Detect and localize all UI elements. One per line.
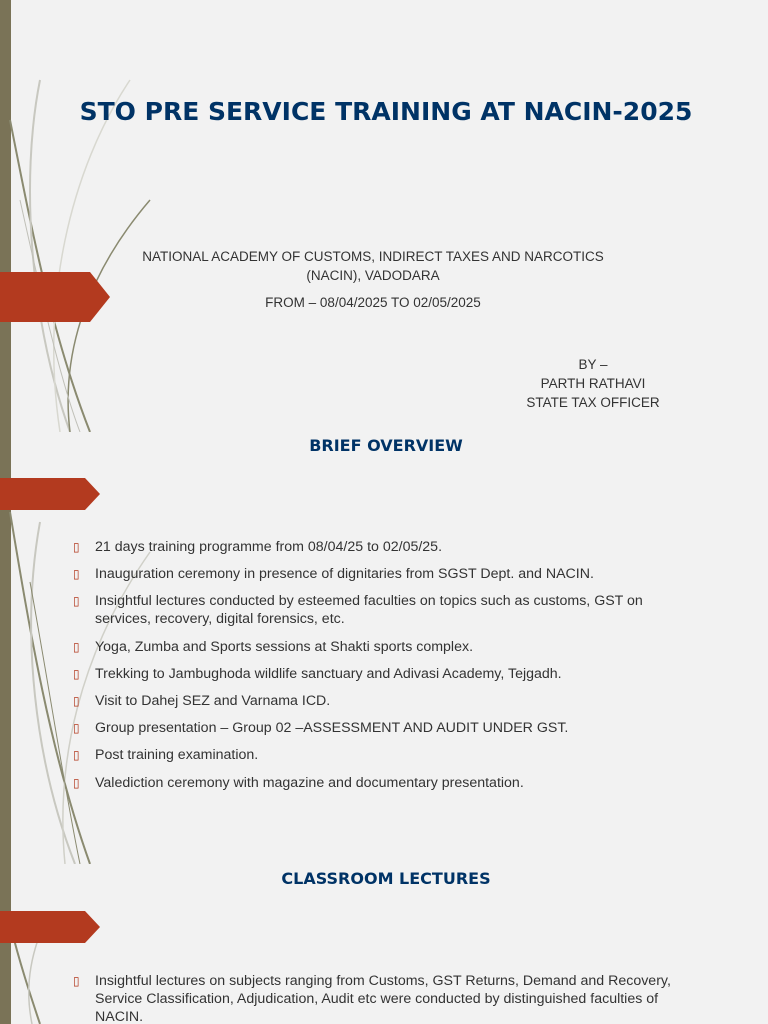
bullet-icon: ▯ [73,721,80,736]
list-item [73,565,685,583]
list-item [73,746,685,764]
bullet-icon: ▯ [73,693,80,708]
list-item-text: Yoga, Zumba and Sports sessions at Shakti sports complex. [95,638,474,655]
bullet-icon: ▯ [73,748,80,763]
section-title: CLASSROOM LECTURES [281,869,491,888]
page-title: STO PRE SERVICE TRAINING AT NACIN-2025 [79,97,693,126]
list-item-text: Valediction ceremony with magazine and documentary presentation. [95,774,524,791]
list-item [73,538,685,556]
bullet-icon: ▯ [73,567,80,582]
list-item-text: Trekking to Jambughoda wildlife sanctuary and Adivasi Academy, Tejgadh. [95,665,562,682]
list-item [73,592,685,628]
list-item [73,972,685,1024]
bullet-icon: ▯ [73,666,80,681]
author-title: STATE TAX OFFICER [526,395,660,410]
list-item [73,665,685,683]
list-item-text: Insightful lectures on subjects ranging from Customs, GST Returns, Demand and Recovery, Service Classification, Adjudication, Audit etc were conducted by distinguished faculties of NACIN. [95,973,671,1024]
bullet-icon: ▯ [73,594,80,609]
overview-list [73,538,685,801]
list-item-text: Inauguration ceremony in presence of dignitaries from SGST Dept. and NACIN. [95,566,594,583]
bullet-icon: ▯ [73,775,80,790]
list-item [73,719,685,737]
list-item-text: 21 days training programme from 08/04/25 to 02/05/25. [95,539,443,555]
red-arrow-tab [0,272,110,322]
list-item-text: Group presentation – Group 02 –ASSESSMENT AND AUDIT UNDER GST. [95,720,569,737]
decorative-curves [0,0,160,432]
section-title: BRIEF OVERVIEW [309,436,463,455]
red-arrow-tab [0,478,100,510]
bullet-icon: ▯ [73,639,80,654]
bullet-icon: ▯ [73,540,80,554]
slide-title [0,0,768,432]
bullet-icon: ▯ [73,974,80,988]
list-item [73,774,685,792]
institution-name: NATIONAL ACADEMY OF CUSTOMS, INDIRECT TAXES AND NARCOTICS (NACIN), VADODARA [142,249,604,283]
red-arrow-tab [0,911,100,943]
list-item-text: Post training examination. [95,747,259,764]
author-block [500,355,686,412]
author-name: PARTH RATHAVI [540,376,646,391]
list-item [73,638,685,656]
author-by: BY – [578,357,608,372]
slide-classroom [0,864,768,1024]
list-item-text: Visit to Dahej SEZ and Varnama ICD. [95,692,331,709]
lectures-list [73,972,685,1024]
slide-overview [0,432,768,864]
list-item [73,692,685,710]
training-dates: FROM – 08/04/2025 TO 02/05/2025 [265,295,481,310]
list-item-text: Insightful lectures conducted by esteemed faculties on topics such as customs, GST on services, recovery, digital forensics, etc. [95,593,643,628]
